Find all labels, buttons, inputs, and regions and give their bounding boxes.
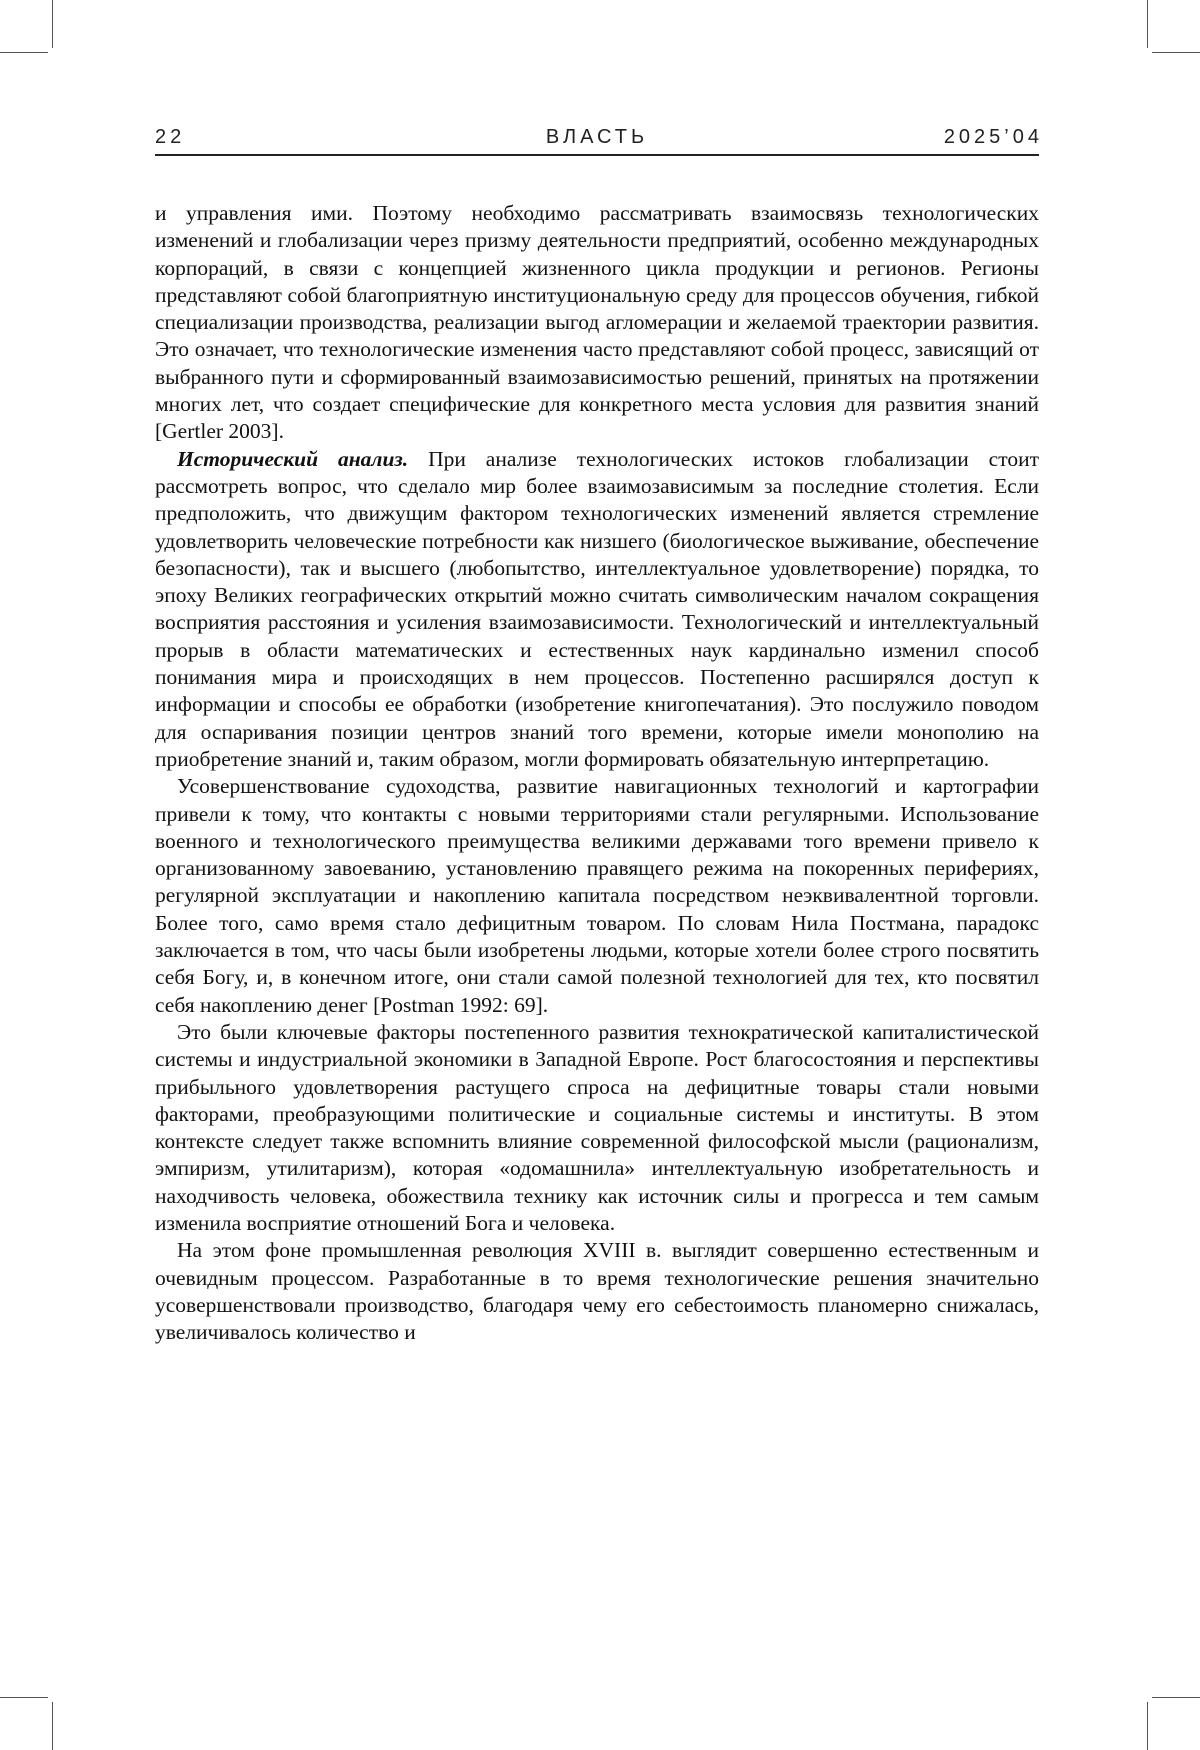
crop-mark-top-right-horizontal xyxy=(1152,52,1200,53)
journal-title: ВЛАСТЬ xyxy=(155,126,1039,149)
crop-mark-bottom-left-horizontal xyxy=(0,1697,48,1698)
running-header xyxy=(155,124,1039,156)
paragraph-2 xyxy=(155,446,1039,774)
crop-mark-bottom-left-vertical xyxy=(52,1702,53,1750)
crop-mark-top-left-vertical xyxy=(52,0,53,48)
paragraph-1-text: и управления ими. Поэтому необходимо рассматривать взаимосвязь технологических изменений и глобализации через призму деятельности предприятий, особенно международных корпораций, в связи с концепцией жизненного цикла продукции и регионов. Регионы представляют собой благоприятную институциональную среду для процессов обучения, гибкой специализации производства, реализации выгод агломерации и желаемой траектории развития. Это означает, что технологические изменения часто представляют собой процесс, зависящий от выбранного пути и сформированный взаимозависимостью решений, принятых на протяжении многих лет, что создает специфические для конкретного места условия для развития знаний [Gertler 2003]. xyxy=(155,201,1039,443)
paragraph-5 xyxy=(155,1237,1039,1346)
crop-mark-top-left-horizontal xyxy=(0,52,48,53)
paragraph-2-text: При анализе технологических истоков глобализации стоит рассмотреть вопрос, что сделало мир более взаимозависимым за последние столетия. Если предположить, что движущим фактором технологических изменений является стремление удовлетворить человеческие потребности как низшего (биологическое выживание, обеспечение безопасности), так и высшего (любопытство, интеллектуальное удовлетворение) порядка, то эпоху Великих географических открытий можно считать символическим началом сокращения восприятия расстояния и усиления взаимозависимости. Технологический и интеллектуальный прорыв в области математических и естественных наук кардинально изменил способ понимания мира и происходящих в нем процессов. Постепенно расширялся доступ к информации и способы ее обработки (изобретение книгопечатания). Это послужило поводом для оспаривания позиции центров знаний того времени, которые имели монополию на приобретение знаний и, таким образом, могли формировать обязательную интерпретацию. xyxy=(155,447,1039,771)
page-number: 22 xyxy=(155,126,185,149)
paragraph-4 xyxy=(155,1019,1039,1237)
paragraph-3 xyxy=(155,773,1039,1019)
crop-mark-bottom-right-horizontal xyxy=(1152,1697,1200,1698)
paragraph-3-text: Усовершенствование судоходства, развитие навигационных технологий и картографии привели к тому, что контакты с новыми территориями стали регулярными. Использование военного и технологического преимущества великими державами того времени привело к организованному завоеванию, установлению правящего режима на покоренных перифериях, регулярной эксплуатации и накоплению капитала посредством неэквивалентной торговли. Более того, само время стало дефицитным товаром. По словам Нила Постмана, парадокс заключается в том, что часы были изобретены людьми, которые хотели более строго посвятить себя Богу, и, в конечном итоге, они стали самой полезной технологией для тех, кто посвятил себя накоплению денег [Postman 1992: 69]. xyxy=(155,774,1039,1016)
article-body xyxy=(155,200,1039,1346)
crop-mark-bottom-right-vertical xyxy=(1147,1702,1148,1750)
paragraph-4-text: Это были ключевые факторы постепенного развития технократической капиталистической системы и индустриальной экономики в Западной Европе. Рост благосостояния и перспективы прибыльного удовлетворения растущего спроса на дефицитные товары стали новыми факторами, преобразующими политические и социальные системы и институты. В этом контексте следует также вспомнить влияние современной философской мысли (рационализм, эмпиризм, утилитаризм), которая «одомашнила» интеллектуальную изобретательность и находчивость человека, обожествила технику как источник силы и прогресса и тем самым изменила восприятие отношений Бога и человека. xyxy=(155,1020,1039,1235)
issue-number: 2025’04 xyxy=(944,126,1043,149)
crop-mark-top-right-vertical xyxy=(1147,0,1148,48)
section-heading-historical-analysis: Исторический анализ. xyxy=(177,447,408,471)
paragraph-1 xyxy=(155,200,1039,446)
paragraph-5-text: На этом фоне промышленная революция XVIII в. выглядит совершенно естественным и очевидным процессом. Разработанные в то время технологические решения значительно усовершенствовали производство, благодаря чему его себестоимость планомерно снижалась, увеличивалось количество и xyxy=(155,1238,1039,1344)
